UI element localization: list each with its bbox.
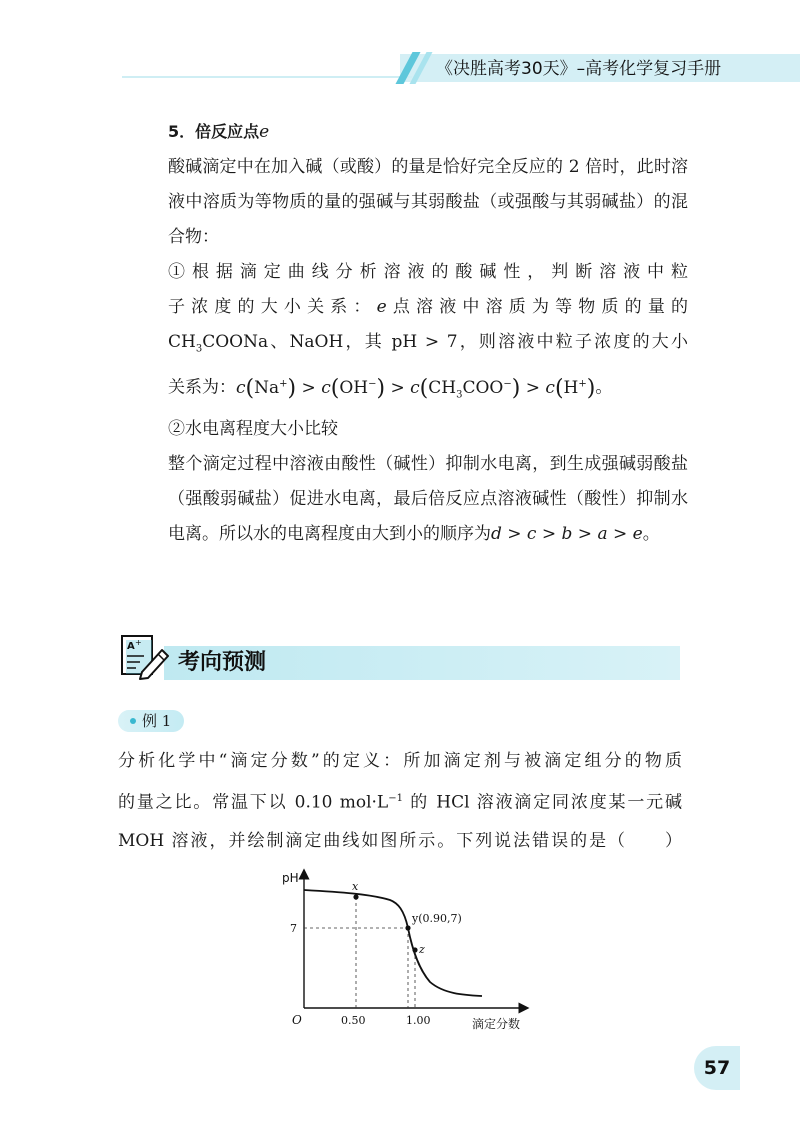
question-line3: MOH 溶液，并绘制滴定曲线如图所示。下列说法错误的是（ ） (118, 830, 682, 851)
item1-line2: 子浓度的大小关系：e点溶液中溶质为等物质的量的 (168, 297, 689, 317)
page-number: 57 (703, 1057, 731, 1079)
point-x (353, 894, 358, 899)
header-rule (122, 76, 412, 78)
titration-curve (304, 890, 482, 996)
point-y-label: y(0.90,7) (412, 912, 462, 925)
example-label: 例 1 (118, 710, 184, 732)
section-title: 考向预测 (178, 650, 267, 675)
point5-block (168, 114, 688, 552)
pen-paper-icon (118, 632, 172, 680)
book-title: 《决胜高考30天》–高考化学复习手册 (436, 59, 722, 79)
point-x-label: x (352, 880, 359, 893)
item1-line4: 关系为：$c(Na^+) > c(OH^-) > c(CH_3COO^-) > c(H^+)$。 (168, 376, 613, 402)
titration-curve-chart (280, 868, 540, 1036)
item1-line3: $CH_3COONa$、NaOH，其 pH > 7，则溶液中粒子浓度的大小 (168, 332, 688, 355)
point5-heading: 5．倍反应点e (168, 122, 270, 142)
x-axis-label: 滴定分数 (472, 1017, 521, 1031)
concentration-order-formula: $c(Na^+) > c(OH^-) > c(CH_3COO^-) > c(H^+)$ (236, 376, 596, 402)
point-z (412, 947, 417, 952)
y-tick-7: 7 (290, 922, 297, 935)
item2-title: ②水电离程度大小比较 (168, 419, 338, 440)
origin-label: O (292, 1013, 302, 1027)
point5-para2: 整个滴定过程中溶液由酸性（碱性）抑制水电离，到生成强碱弱酸盐（强酸弱碱盐）促进水电离，最后倍反应点溶液碱性（酸性）抑制水电离。所以水的电离程度由大到小的顺序为d > c > b > a > e。 (168, 454, 688, 545)
point-y (405, 925, 410, 930)
bullet-dot-icon (130, 718, 136, 724)
svg-text:+: + (135, 638, 142, 647)
point5-para1: 酸碱滴定中在加入碱（或酸）的量是恰好完全反应的 2 倍时，此时溶液中溶质为等物质的量的强碱与其弱酸盐（或强酸与其弱碱盐）的混合物： (168, 157, 688, 247)
x-tick-0-50: 0.50 (341, 1014, 366, 1027)
example-question (118, 742, 682, 860)
item1-line1: ①根据滴定曲线分析溶液的酸碱性，判断溶液中粒 (168, 262, 688, 282)
ionization-order: d > c > b > a > e (491, 524, 643, 545)
point-z-label: z (419, 943, 425, 956)
x-tick-1-00: 1.00 (406, 1014, 431, 1027)
y-axis-label: pH (282, 871, 299, 885)
question-line2: 的量之比。常温下以 0.10 $mol\cdot L^{-1}$ 的 HCl 溶液滴定同浓度某一元碱 (118, 792, 682, 813)
svg-text:A: A (127, 641, 135, 652)
question-line1: 分析化学中“滴定分数”的定义：所加滴定剂与被滴定组分的物质 (118, 751, 682, 771)
